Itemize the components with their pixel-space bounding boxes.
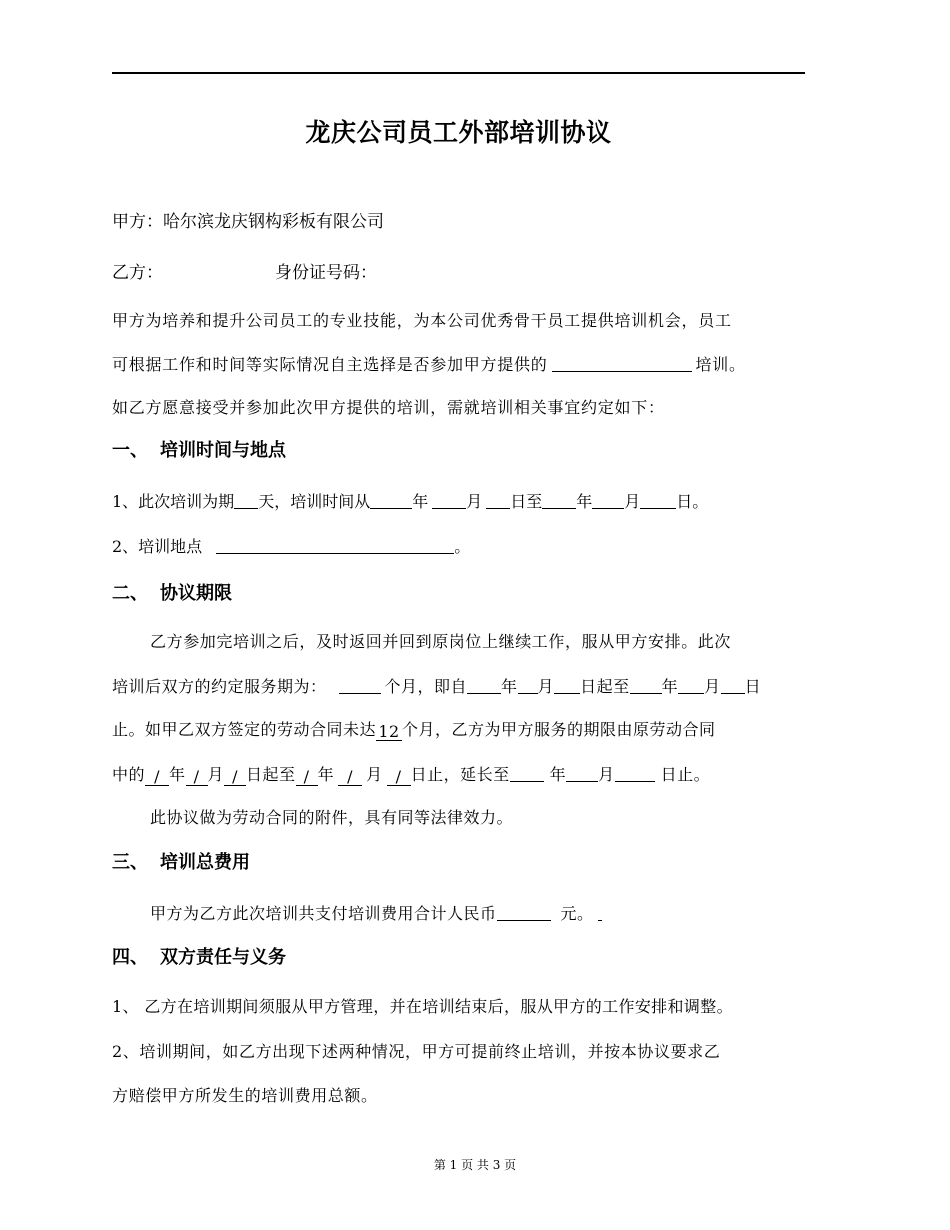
s1-line-1: 1、此次培训为期 天，培训时间从 年 月 日至 年 月 日。: [112, 492, 709, 511]
intro-line-3: 如乙方愿意接受并参加此次甲方提供的培训，需就培训相关事宜约定如下：: [112, 398, 665, 417]
s2-line-2: 培训后双方的约定服务期为： 个月，即自 年 月 日起至 年 月 日: [112, 677, 762, 696]
s4-line-2: 2、培训期间，如乙方出现下述两种情况，甲方可提前终止培训，并按本协议要求乙: [112, 1042, 721, 1061]
party-a-line: 甲方：哈尔滨龙庆钢构彩板有限公司: [112, 212, 384, 232]
header-rule: [112, 72, 805, 74]
s4-line-1: 1、 乙方在培训期间须服从甲方管理，并在培训结束后，服从甲方的工作安排和调整。: [112, 997, 733, 1016]
section-2-heading: 二、 协议期限: [112, 583, 232, 604]
s1-line-2: 2、培训地点 。: [112, 537, 471, 556]
section-3-heading: 三、 培训总费用: [112, 852, 250, 873]
s2-line-4: 中的 / 年 / 月 / 日起至 / 年 / 月 / 日止，延长至 年 月 日止。: [112, 765, 711, 786]
document-title: 龙庆公司员工外部培训协议: [305, 118, 612, 147]
party-b-line: [112, 263, 377, 283]
s4-line-3: 方赔偿甲方所发生的培训费用总额。: [112, 1086, 378, 1105]
s2-line-3: 止。如甲乙双方签定的劳动合同未达 12 个月，乙方为甲方服务的期限由原劳动合同: [112, 720, 716, 741]
section-1-heading: 一、 培训时间与地点: [112, 440, 286, 461]
intro-line-1: 甲方为培养和提升公司员工的专业技能，为本公司优秀骨干员工提供培训机会，员工: [112, 311, 732, 330]
s2-line-1: 乙方参加完培训之后，及时返回并回到原岗位上继续工作，服从甲方安排。此次: [150, 632, 732, 651]
training-location-blank[interactable]: [216, 536, 454, 554]
id-number-label: 身份证号码：: [275, 263, 377, 283]
section-4-heading: 四、 双方责任与义务: [112, 947, 286, 968]
s2-line-5: 此协议做为劳动合同的附件，具有同等法律效力。: [150, 808, 514, 827]
training-name-blank[interactable]: [552, 354, 692, 372]
s3-line-1: 甲方为乙方此次培训共支付培训费用合计人民币 元。: [150, 903, 602, 924]
intro-line-2: 可根据工作和时间等实际情况自主选择是否参加甲方提供的 培训。: [112, 355, 746, 374]
party-b-label: 乙方：: [112, 263, 163, 283]
page-footer: 第 1 页 共 3 页: [433, 1158, 517, 1172]
training-cost-blank[interactable]: [497, 903, 551, 921]
